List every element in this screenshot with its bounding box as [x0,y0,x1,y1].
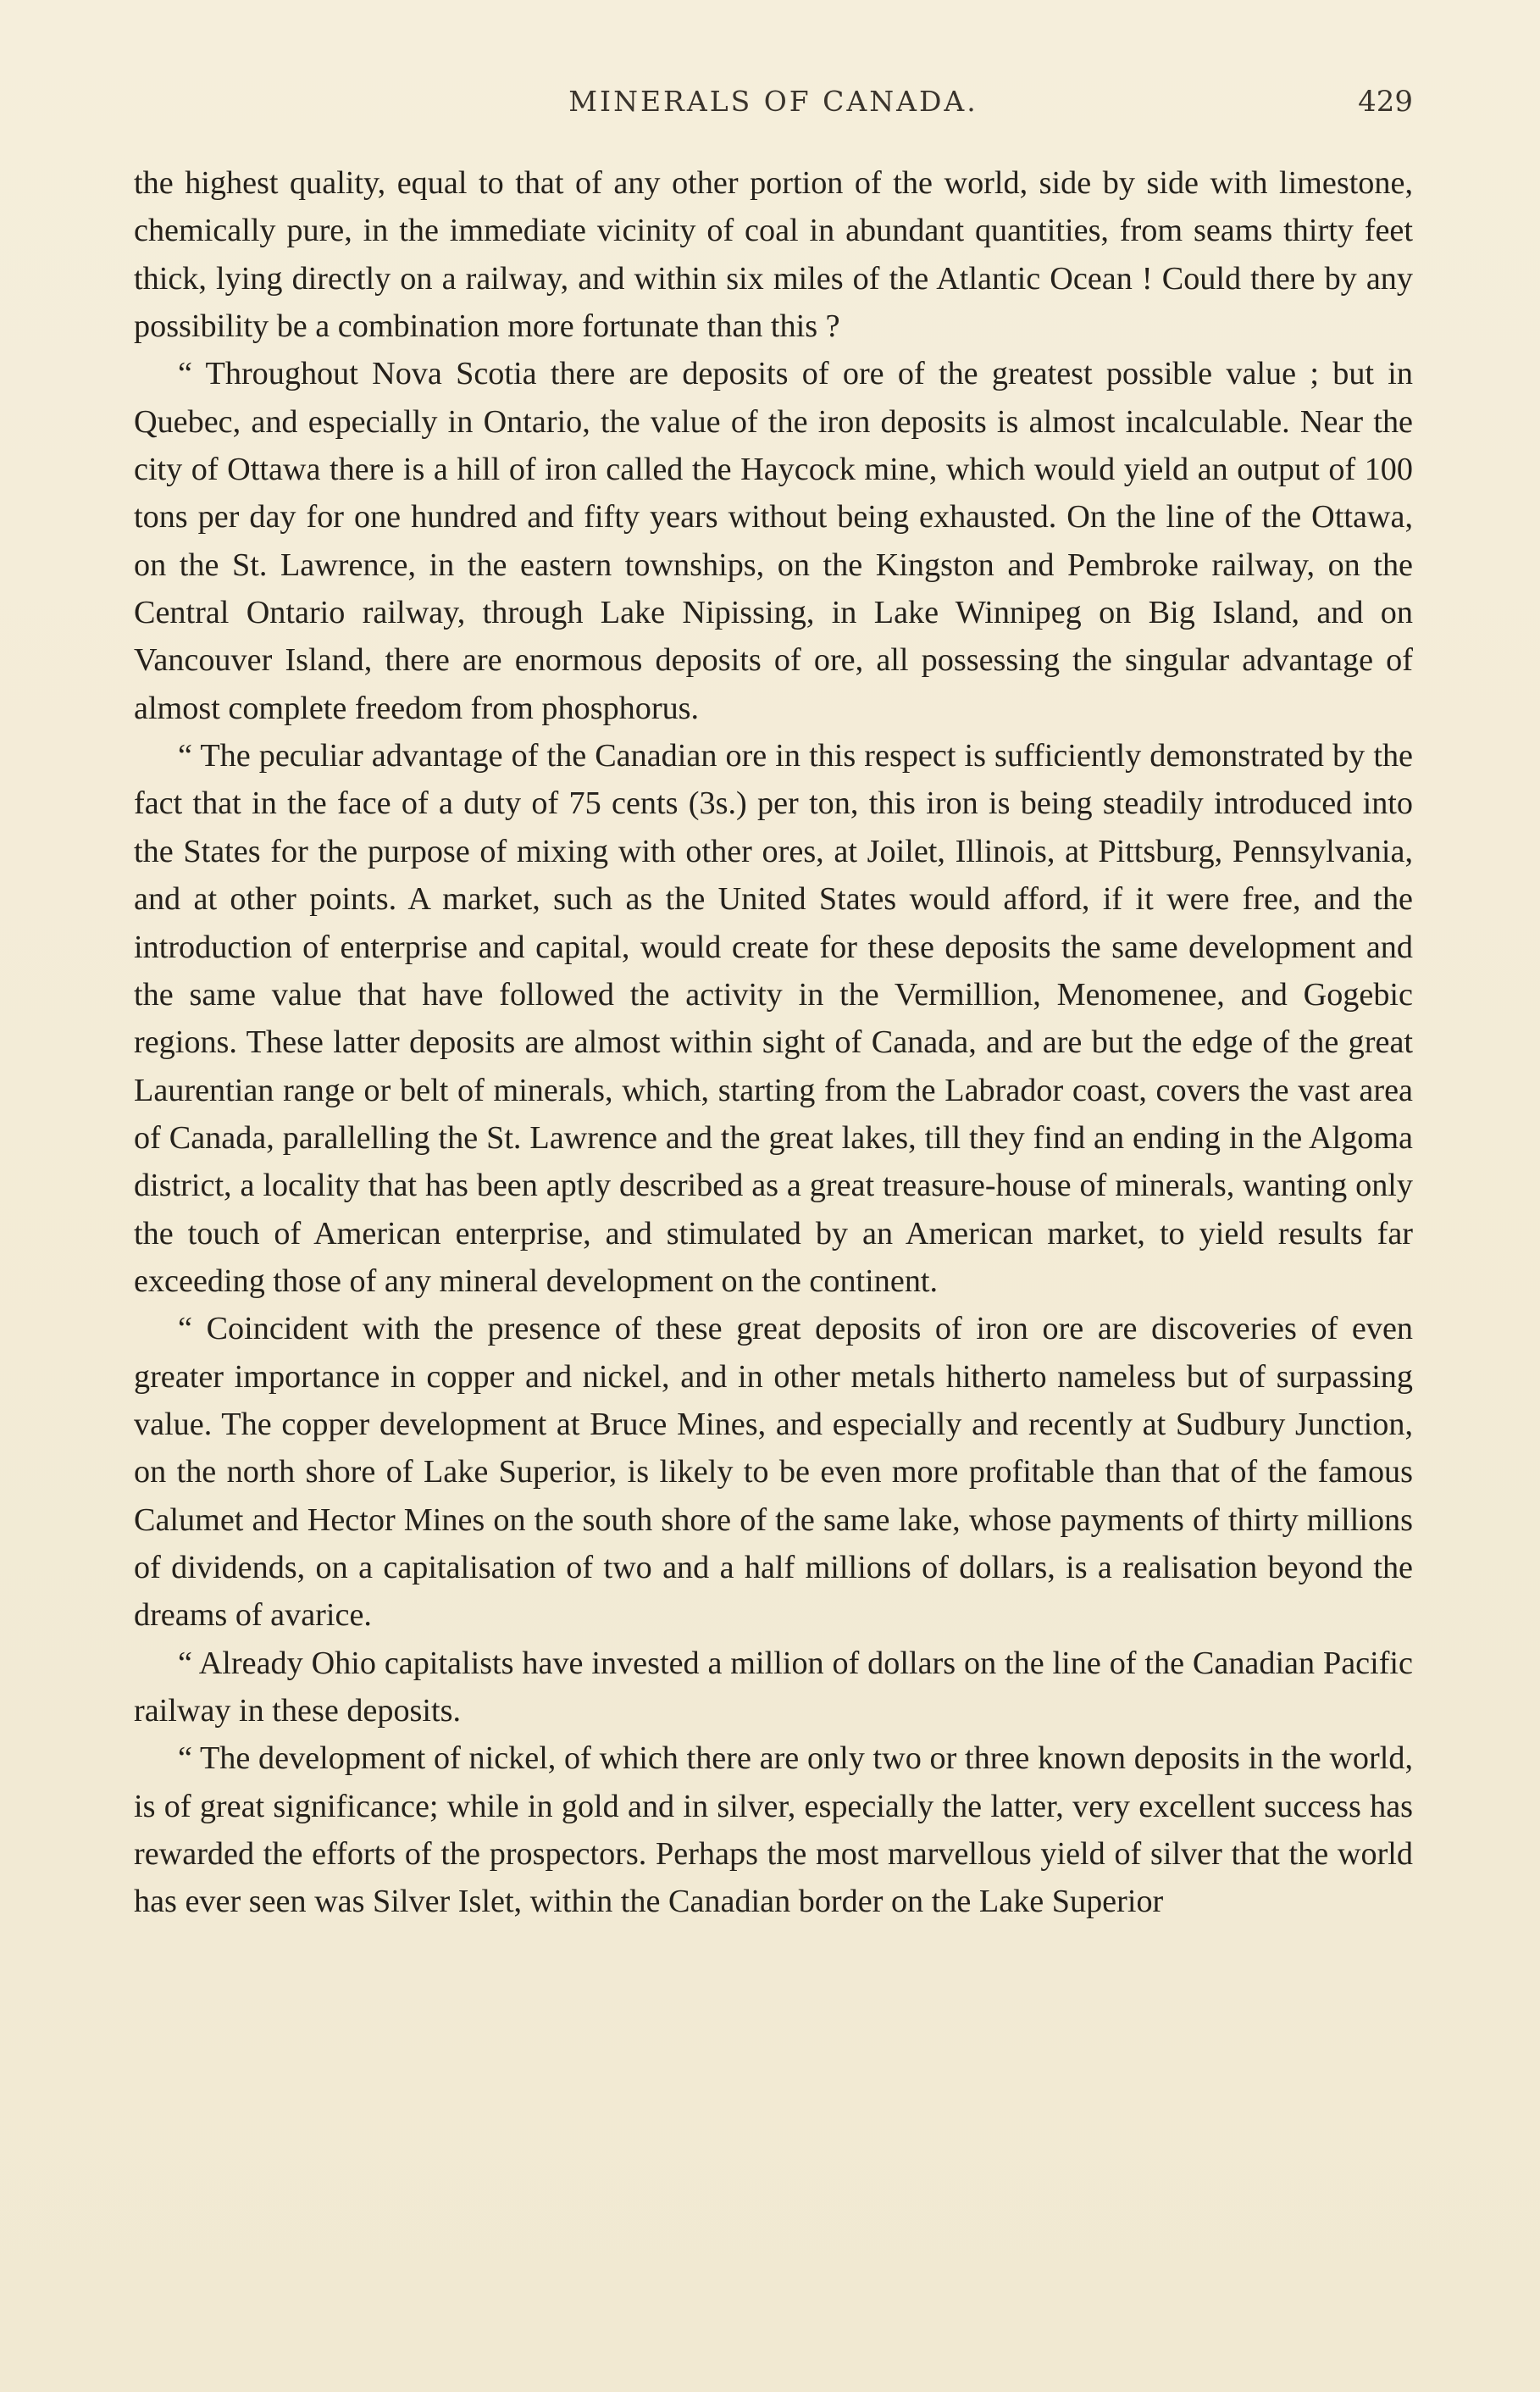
body-text [134,159,1413,1926]
paragraph-4: “ Coincident with the presence of these great deposits of iron ore are discoveries of even greater importance in copper and nickel, and in other metals hitherto nameless but of surpassing value. The copper development at Bruce Mines, and especially and recently at Sudbury Junction, on the north shore of Lake Superior, is likely to be even more profitable than that of the famous Calumet and Hector Mines on the south shore of the same lake, whose payments of thirty millions of dividends, on a capitalisation of two and a half millions of dollars, is a realisation beyond the dreams of avarice. [134,1311,1413,1634]
paragraph-2: “ Throughout Nova Scotia there are deposits of ore of the greatest possible value ; but in Quebec, and especially in Ontario, the value of the iron deposits is almost incalculable. Near the city of Ottawa there is a hill of iron called the Haycock mine, which would yield an output of 100 tons per day for one hundred and fifty years without being exhausted. On the line of the Ottawa, on the St. Lawrence, in the eastern townships, on the Kingston and Pembroke railway, on the Central Ontario railway, through Lake Nipissing, in Lake Winnipeg on Big Island, and on Vancouver Island, there are enormous deposits of ore, all possessing the singular advantage of almost complete freedom from phosphorus. [134,356,1413,726]
running-head [134,85,1413,127]
paragraph-1: the highest quality, equal to that of any other portion of the world, side by side with limestone, chemically pure, in the immediate vicinity of coal in abundant quantities, from seams thirty feet thick, lying directly on a railway, and within six miles of the Atlantic Ocean ! Could there by any possibility be a combination more fortunate than this ? [134,165,1413,345]
paragraph-3: “ The peculiar advantage of the Canadian ore in this respect is sufficiently demonstrated by the fact that in the face of a duty of 75 cents (3s.) per ton, this iron is being steadily introduced into the States for the purpose of mixing with other ores, at Joilet, Illinois, at Pittsburg, Pennsylvania, and at other points. A market, such as the United States would afford, if it were free, and the introduction of enterprise and capital, would create for these deposits the same development and the same value that have followed the activity in the Vermillion, Menomenee, and Gogebic regions. These latter deposits are almost within sight of Canada, and are but the edge of the great Laurentian range or belt of minerals, which, starting from the Labrador coast, covers the vast area of Canada, parallelling the St. Lawrence and the great lakes, till they find an ending in the Algoma district, a locality that has been aptly described as a great treasure-house of minerals, wanting only the touch of American enterprise, and stimulated by an American market, to yield results far exceeding those of any mineral development on the continent. [134,738,1413,1299]
paragraph-6: “ The development of nickel, of which there are only two or three known deposits in the world, is of great significance; while in gold and in silver, especially the latter, very excellent success has rewarded the efforts of the prospectors. Perhaps the most marvellous yield of silver that the world has ever seen was Silver Islet, within the Canadian border on the Lake Superior [134,1740,1413,1920]
running-title: MINERALS OF CANADA. [568,85,978,118]
paragraph-5: “ Already Ohio capitalists have invested a million of dollars on the line of the Canadian Pacific railway in these deposits. [134,1645,1413,1729]
page-number: 429 [1358,85,1413,119]
